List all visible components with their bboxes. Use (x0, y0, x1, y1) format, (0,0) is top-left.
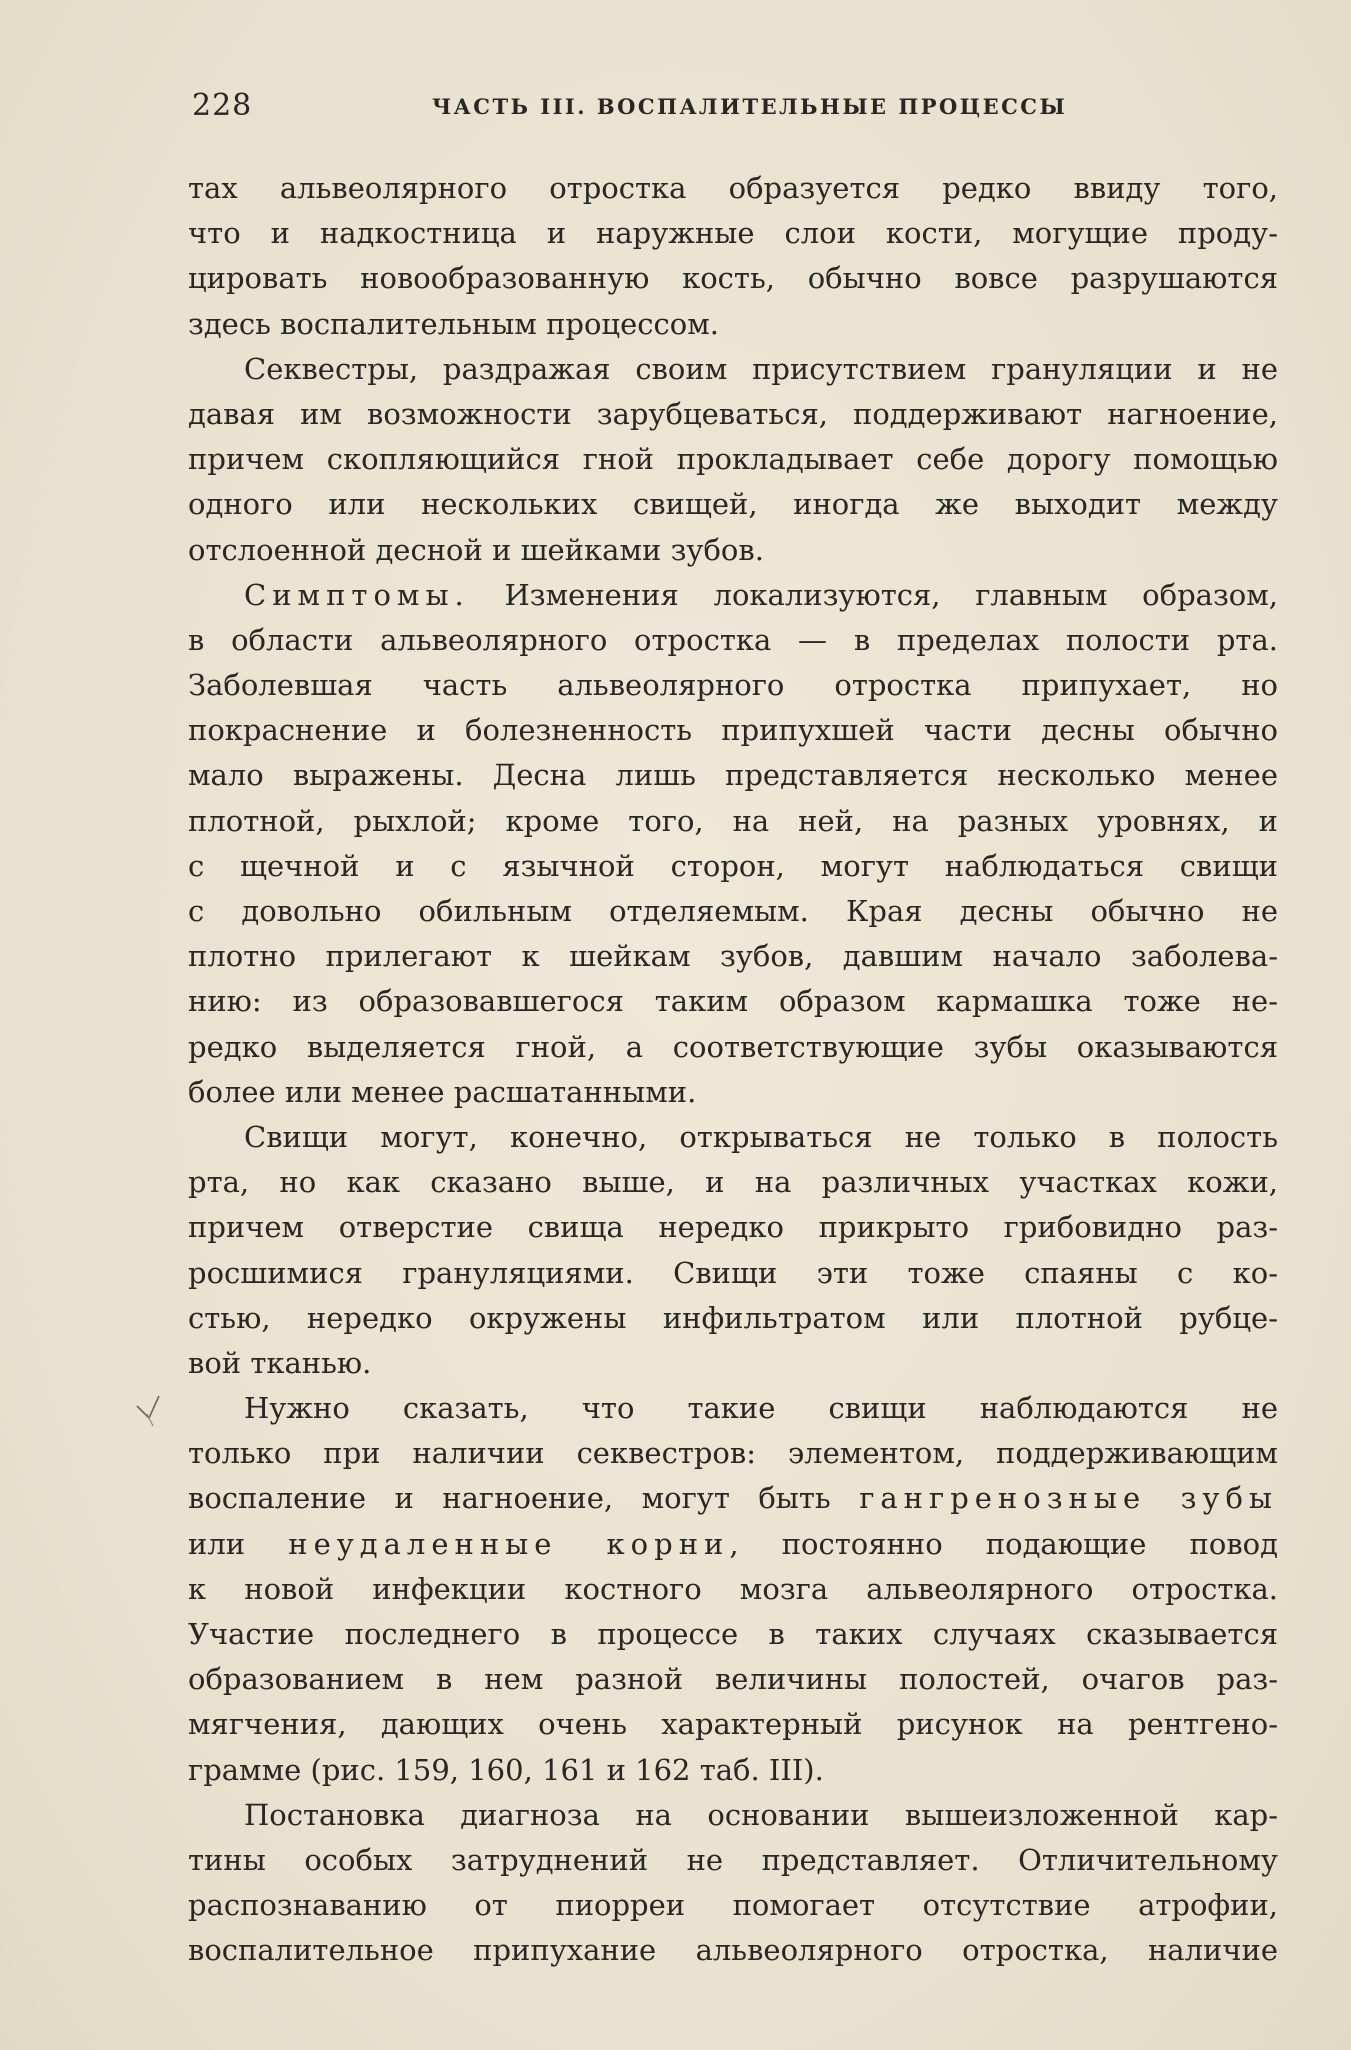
emphasis-gangrenous-teeth: гангренозные зубы (859, 1481, 1278, 1516)
text-fragment: , постоянно подающие повод (729, 1526, 1278, 1561)
text-line: цировать новообразованную кость, обычно вовсе разрушаются (188, 261, 1278, 296)
text-line: более или менее расшатанными. (188, 1074, 697, 1109)
text-fragment: или (188, 1526, 246, 1561)
body-text (188, 166, 1278, 1974)
page-number: 228 (192, 88, 253, 123)
text-line: Постановка диагноза на основании вышеизложенной кар- (244, 1797, 1278, 1832)
text-line: росшимися грануляциями. Свищи эти тоже спаяны с ко- (188, 1255, 1278, 1290)
text-line: с довольно обильным отделяемым. Края десны обычно не (188, 894, 1278, 928)
running-head: ЧАСТЬ III. ВОСПАЛИТЕЛЬНЫЕ ПРОЦЕССЫ (432, 94, 1068, 119)
text-line: стью, нередко окружены инфильтратом или плотной рубце- (188, 1300, 1278, 1335)
text-line: давая им возможности зарубцеваться, поддерживают нагноение, (188, 396, 1278, 431)
text-line (188, 1476, 1278, 1521)
section-heading-symptoms: Симптомы. (244, 577, 470, 612)
text-line: мягчения, дающих очень характерный рисунок на рентгено- (188, 1707, 1278, 1742)
text-line: отслоенной десной и шейками зубов. (188, 532, 764, 567)
text-line: редко выделяется гной, а соответствующие зубы оказываются (188, 1029, 1278, 1064)
text-line: в области альвеолярного отростка — в пределах полости рта. (188, 622, 1278, 657)
text-line: причем скопляющийся гной прокладывает себе дорогу помощью (188, 442, 1278, 477)
text-line: плотной, рыхлой; кроме того, на ней, на разных уровнях, и (188, 803, 1278, 838)
text-line: только при наличии секвестров: элементом, поддерживающим (188, 1436, 1278, 1471)
text-line: Секвестры, раздражая своим присутствием грануляции и не (244, 351, 1278, 386)
text-line (188, 573, 1278, 618)
text-line: Заболевшая часть альвеолярного отростка припухает, но (188, 668, 1278, 703)
text-line: Участие последнего в процессе в таких случаях сказывается (188, 1617, 1278, 1651)
text-line: покраснение и болезненность припухшей части десны обычно (188, 713, 1278, 748)
text-line: распознаванию от пиорреи помогает отсутствие атрофии, (188, 1888, 1278, 1923)
text-line: плотно прилегают к шейкам зубов, давшим начало заболева- (188, 939, 1278, 974)
text-line: что и надкостница и наружные слои кости, могущие проду- (188, 216, 1278, 251)
emphasis-unremoved-roots: неудаленные корни (288, 1526, 730, 1561)
margin-pencil-mark (135, 1392, 175, 1442)
text-line: образованием в нем разной величины полостей, очагов раз- (188, 1662, 1278, 1697)
text-line: воспалительное припухание альвеолярного отростка, наличие (188, 1933, 1278, 1968)
text-line (188, 1522, 1278, 1567)
page-header (192, 88, 1278, 128)
text-line: к новой инфекции костного мозга альвеолярного отростка. (188, 1571, 1278, 1606)
text-line: рта, но как сказано выше, и на различных участках кожи, (188, 1165, 1278, 1200)
text-fragment: Изменения локализуются, главным образом, (504, 577, 1279, 612)
text-fragment: воспаление и нагноение, могут быть (188, 1481, 831, 1516)
text-line: грамме (рис. 159, 160, 161 и 162 таб. III). (188, 1752, 824, 1787)
text-line: с щечной и с язычной сторон, могут наблюдаться свищи (188, 848, 1278, 883)
text-line: одного или нескольких свищей, иногда же выходит между (188, 487, 1278, 522)
text-line: тах альвеолярного отростка образуется редко ввиду того, (188, 171, 1278, 205)
text-line: вой тканью. (188, 1345, 372, 1380)
text-line: Нужно сказать, что такие свищи наблюдаются не (244, 1391, 1278, 1426)
text-line: мало выражены. Десна лишь представляется несколько менее (188, 758, 1278, 793)
text-line: причем отверстие свища нередко прикрыто грибовидно раз- (188, 1210, 1278, 1245)
text-line: тины особых затруднений не представляет. Отличительному (188, 1842, 1278, 1877)
text-line: Свищи могут, конечно, открываться не только в полость (244, 1119, 1278, 1154)
text-line: здесь воспалительным процессом. (188, 306, 719, 341)
text-line: нию: из образовавшегося таким образом кармашка тоже не- (188, 984, 1278, 1019)
